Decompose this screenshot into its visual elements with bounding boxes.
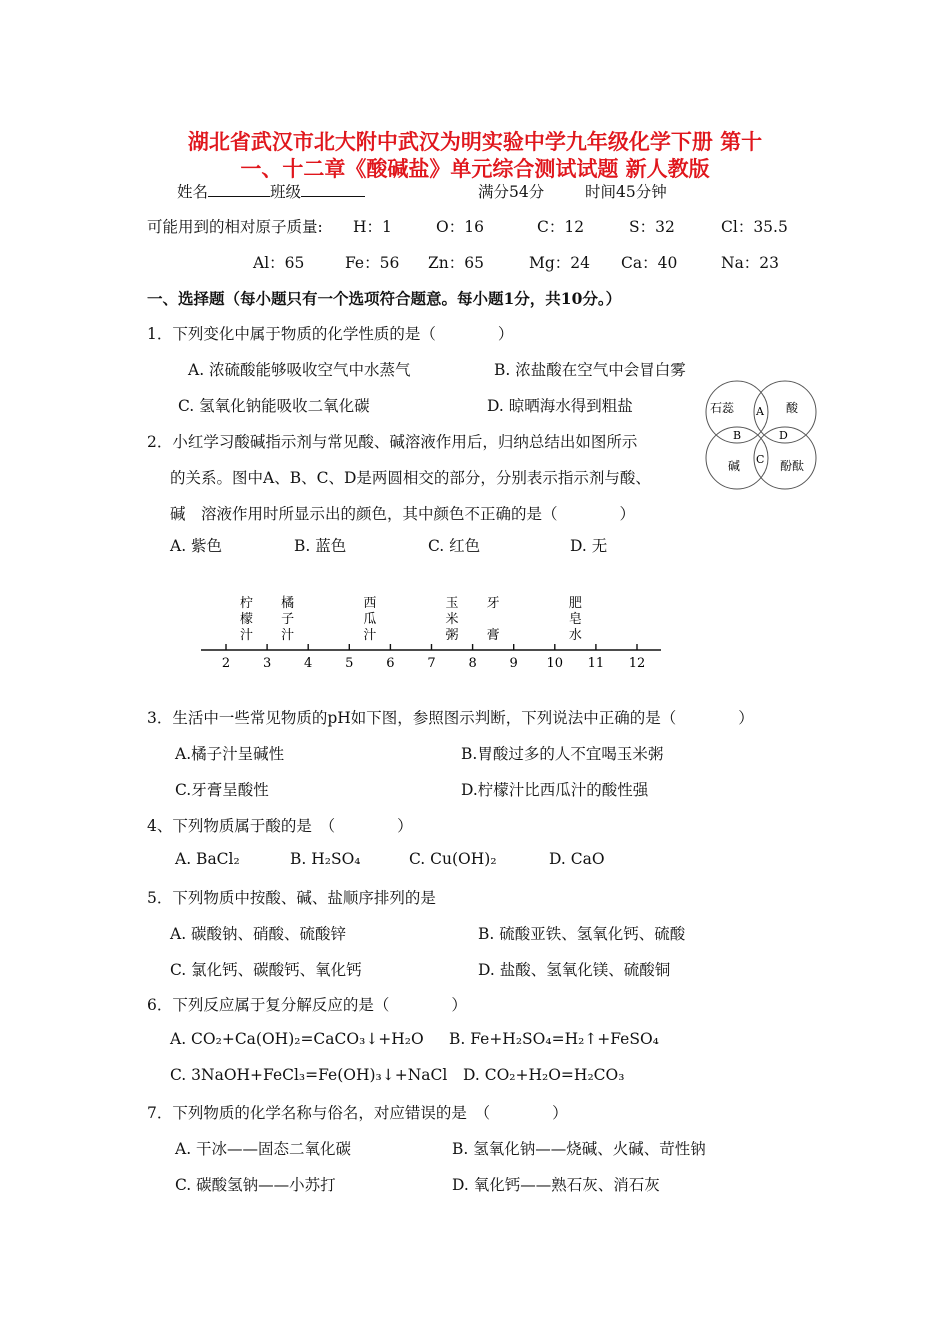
ph-substance-char: 柠 xyxy=(240,596,254,611)
q6-option-b: B. Fe+H₂SO₄=H₂↑+FeSO₄ xyxy=(449,1030,659,1048)
q1-option-c: C. 氢氧化钠能吸收二氧化碳 xyxy=(178,397,370,415)
ph-tick-label: 8 xyxy=(468,656,477,671)
ph-tick-label: 6 xyxy=(386,656,395,671)
ph-tick-label: 10 xyxy=(546,656,564,671)
q3-option-c: C.牙膏呈酸性 xyxy=(175,781,269,799)
score-text: 满分54分 xyxy=(478,183,545,201)
ph-tick-label: 12 xyxy=(628,656,646,671)
venn-region-d: D xyxy=(779,429,788,442)
q4-option-c: C. Cu(OH)₂ xyxy=(409,850,497,868)
atomic-fe: Fe：56 xyxy=(345,254,400,272)
q6-option-d: D. CO₂+H₂O=H₂CO₃ xyxy=(463,1066,625,1084)
q4-option-d: D. CaO xyxy=(549,850,605,868)
ph-tick-label: 11 xyxy=(587,656,605,671)
q3-option-b: B.胃酸过多的人不宜喝玉米粥 xyxy=(461,745,664,763)
q2-option-c: C. 红色 xyxy=(428,537,481,555)
venn-litmus-label: 石蕊 xyxy=(710,401,735,415)
q7-option-d: D. 氧化钙——熟石灰、消石灰 xyxy=(452,1176,660,1194)
name-field xyxy=(177,180,365,202)
q5-option-a: A. 碳酸钠、硝酸、硫酸锌 xyxy=(170,925,347,943)
q1-option-b: B. 浓盐酸在空气中会冒白雾 xyxy=(494,361,686,379)
q6-option-c: C. 3NaOH+FeCl₃=Fe(OH)₃↓+NaCl xyxy=(170,1066,448,1084)
ph-tick-label: 9 xyxy=(509,656,518,671)
q7-stem: 7．下列物质的化学名称与俗名，对应错误的是 （ ） xyxy=(147,1104,568,1122)
venn-region-b: B xyxy=(733,429,742,442)
q7-option-a: A. 干冰——固态二氧化碳 xyxy=(175,1140,352,1158)
name-label: 姓名 xyxy=(177,183,209,201)
time-text: 时间45分钟 xyxy=(585,183,667,201)
q3-option-a: A.橘子汁呈碱性 xyxy=(175,745,285,763)
doc-title-line2: 一、十二章《酸碱盐》单元综合测试试题 新人教版 xyxy=(240,157,710,181)
ph-substance-char: 肥 xyxy=(568,596,582,611)
ph-tick-label: 7 xyxy=(427,656,436,671)
class-label: 班级 xyxy=(270,183,302,201)
q2-line2: 的关系。图中A、B、C、D是两圆相交的部分，分别表示指示剂与酸、 xyxy=(170,469,651,487)
atomic-c: C：12 xyxy=(537,218,585,236)
q5-option-c: C. 氯化钙、碳酸钙、氧化钙 xyxy=(170,961,362,979)
ph-substance-char: 子 xyxy=(281,612,295,627)
atomic-na: Na：23 xyxy=(721,254,780,272)
ph-substance-char: 粥 xyxy=(445,628,459,643)
section-heading: 一、选择题（每小题只有一个选项符合题意。每小题1分，共10分。） xyxy=(147,289,622,308)
ph-tick-label: 3 xyxy=(262,656,272,671)
ph-substance-char: 皂 xyxy=(568,612,582,627)
atomic-o: O：16 xyxy=(436,218,484,236)
atomic-al: Al：65 xyxy=(253,254,305,272)
q6-option-a: A. CO₂+Ca(OH)₂=CaCO₃↓+H₂O xyxy=(170,1030,424,1048)
ph-substance-char: 汁 xyxy=(281,628,295,643)
ph-substance-char: 膏 xyxy=(486,628,500,643)
atomic-cl: Cl：35.5 xyxy=(721,218,788,236)
q2-option-d: D. 无 xyxy=(570,537,608,555)
ph-substance-char: 牙 xyxy=(486,596,500,611)
q2-line3: 碱 溶液作用时所显示出的颜色，其中颜色不正确的是（ ） xyxy=(170,505,636,523)
ph-substance-char: 水 xyxy=(568,628,582,643)
q2-option-b: B. 蓝色 xyxy=(294,537,347,555)
q4-option-a: A. BaCl₂ xyxy=(175,850,240,868)
ph-tick-label: 5 xyxy=(345,656,354,671)
ph-substance-char: 西 xyxy=(363,596,377,611)
q1-option-d: D. 晾晒海水得到粗盐 xyxy=(487,397,633,415)
q3-option-d: D.柠檬汁比西瓜汁的酸性强 xyxy=(461,781,649,799)
q1-stem: 1．下列变化中属于物质的化学性质的是（ ） xyxy=(147,325,514,343)
q1-option-a: A. 浓硫酸能够吸收空气中水蒸气 xyxy=(188,361,411,379)
q2-line1: 2．小红学习酸碱指示剂与常见酸、碱溶液作用后，归纳总结出如图所示 xyxy=(147,433,638,451)
ph-substance-char: 汁 xyxy=(363,628,377,643)
ph-substance-char: 汁 xyxy=(240,628,254,643)
venn-region-c: C xyxy=(756,453,765,466)
ph-tick-label: 2 xyxy=(221,656,231,671)
ph-substance-char: 米 xyxy=(445,612,459,627)
doc-title-line1: 湖北省武汉市北大附中武汉为明实验中学九年级化学下册 第十 xyxy=(187,130,763,154)
ph-scale-diagram xyxy=(195,588,670,673)
ph-substance-char: 橘 xyxy=(281,596,295,611)
atomic-label: 可能用到的相对原子质量: xyxy=(147,218,323,236)
atomic-s: S：32 xyxy=(629,218,675,236)
atomic-mg: Mg：24 xyxy=(529,254,591,272)
venn-base-label: 碱 xyxy=(728,459,741,473)
venn-diagram xyxy=(700,375,825,495)
q2-option-a: A. 紫色 xyxy=(170,537,223,555)
ph-tick-label: 4 xyxy=(304,656,313,671)
ph-substance-char: 瓜 xyxy=(363,612,377,627)
atomic-ca: Ca：40 xyxy=(621,254,678,272)
q7-option-c: C. 碳酸氢钠——小苏打 xyxy=(175,1176,336,1194)
atomic-zn: Zn：65 xyxy=(428,254,484,272)
q4-stem: 4、下列物质属于酸的是 （ ） xyxy=(147,817,413,835)
q5-option-b: B. 硫酸亚铁、氢氧化钙、硫酸 xyxy=(478,925,686,943)
q5-stem: 5．下列物质中按酸、碱、盐顺序排列的是 xyxy=(147,889,436,907)
q7-option-b: B. 氢氧化钠——烧碱、火碱、苛性钠 xyxy=(452,1140,706,1158)
ph-substance-char: 玉 xyxy=(445,596,459,611)
ph-substance-char: 檬 xyxy=(240,612,254,627)
class-blank xyxy=(301,181,365,197)
name-blank xyxy=(208,181,270,197)
venn-phenol-label: 酚酞 xyxy=(780,459,805,473)
q4-option-b: B. H₂SO₄ xyxy=(290,850,361,868)
q5-option-d: D. 盐酸、氢氧化镁、硫酸铜 xyxy=(478,961,671,979)
q6-stem: 6．下列反应属于复分解反应的是（ ） xyxy=(147,996,467,1014)
venn-region-a: A xyxy=(756,405,764,418)
venn-acid-label: 酸 xyxy=(786,401,799,415)
q3-stem: 3．生活中一些常见物质的pH如下图，参照图示判断，下列说法中正确的是（ ） xyxy=(147,709,754,727)
atomic-h: H：1 xyxy=(353,218,392,236)
